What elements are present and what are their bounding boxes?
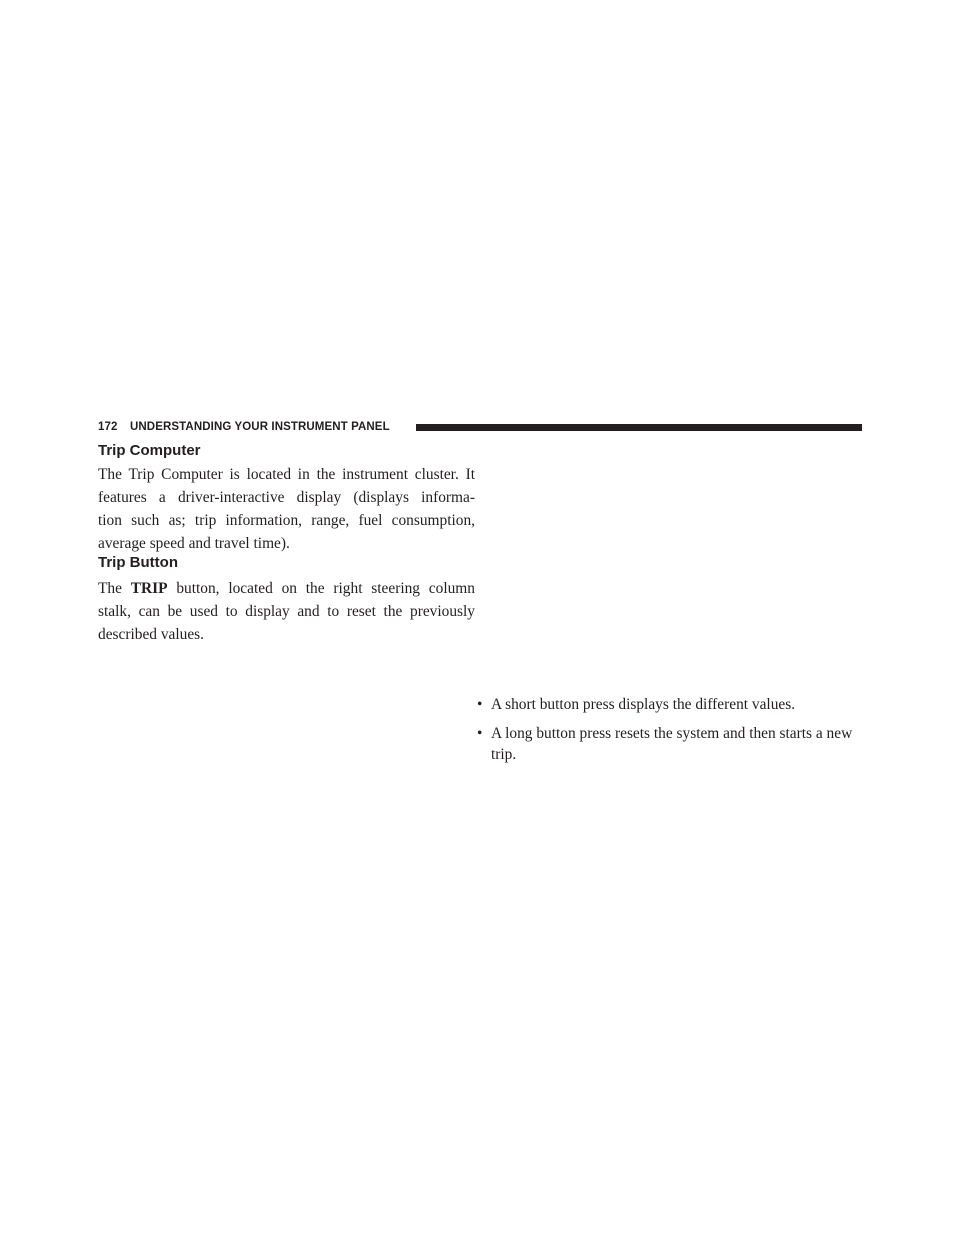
trip-button-paragraph xyxy=(98,577,475,646)
bullet-icon: • xyxy=(477,696,483,713)
paragraph-line: average speed and travel time). xyxy=(98,535,290,552)
list-item-text: A long button press resets the system and then starts a new trip. xyxy=(491,725,853,763)
trip-computer-paragraph xyxy=(98,463,475,555)
trip-button-name: TRIP xyxy=(130,580,168,597)
list-item xyxy=(477,694,863,715)
trip-button-heading: Trip Button xyxy=(98,554,178,571)
text-run: The xyxy=(98,580,122,597)
paragraph-line xyxy=(98,577,475,600)
page-header xyxy=(98,420,862,434)
bullet-list xyxy=(477,694,863,773)
list-item xyxy=(477,723,863,765)
paragraph-line: stalk, can be used to display and to reset the previously xyxy=(98,603,475,620)
header-rule xyxy=(416,424,862,431)
section-title: UNDERSTANDING YOUR INSTRUMENT PANEL xyxy=(130,421,390,433)
trip-computer-heading: Trip Computer xyxy=(98,442,201,459)
paragraph-line: features a driver-interactive display (displays informa- xyxy=(98,489,475,506)
paragraph-line: tion such as; trip information, range, fuel consumption, xyxy=(98,512,475,529)
paragraph-line: described values. xyxy=(98,626,204,643)
list-item-text: A short button press displays the different values. xyxy=(491,696,796,713)
page-number: 172 xyxy=(98,421,118,433)
text-run: button, located on the right steering column xyxy=(176,580,475,597)
bullet-icon: • xyxy=(477,725,483,742)
paragraph-line: The Trip Computer is located in the instrument cluster. It xyxy=(98,466,475,483)
